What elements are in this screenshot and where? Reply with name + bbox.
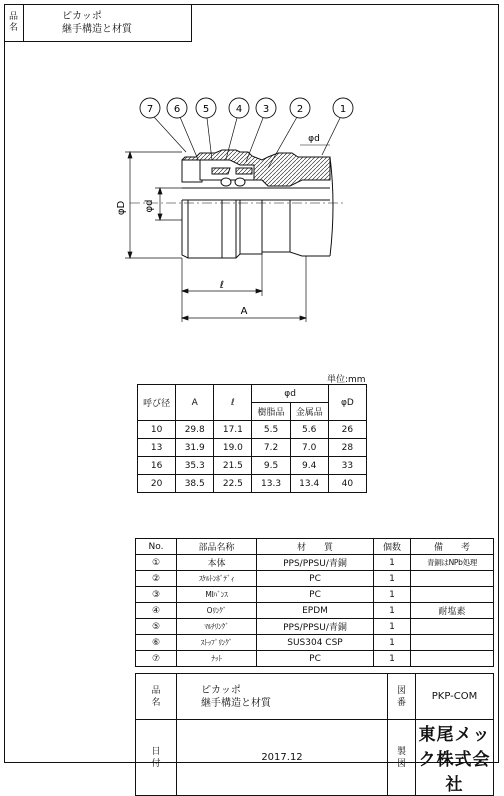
name-line1: ピカッポ [201,684,241,696]
cell: PPS/PPSU/青銅 [257,619,374,635]
cell: ｽｹﾙﾄﾝﾎﾞﾃﾞｨ [177,571,257,587]
cell: 22.5 [214,475,252,493]
cell: 17.1 [214,421,252,439]
unit-label: 単位:mm [327,375,366,385]
cell: 13.4 [290,475,328,493]
callout-7: 7 [146,104,154,115]
cell: ﾏﾙﾁﾘﾝｸﾞ [177,619,257,635]
section-drawing [0,0,504,370]
label-l: ℓ [219,280,225,291]
callout-4: 4 [235,104,243,115]
header-line1: ピカッポ [62,11,102,22]
cell: PPS/PPSU/青銅 [257,555,374,571]
th-qty: 個数 [374,539,411,555]
date-label: 日 付 [151,746,161,769]
cell: 40 [328,475,366,493]
cell: 1 [374,651,411,667]
cell: 1 [374,571,411,587]
cell: 38.5 [176,475,214,493]
cell: PC [257,571,374,587]
table-row [136,571,494,587]
th-name: 部品名称 [177,539,257,555]
cell: 35.3 [176,457,214,475]
callout-2: 2 [296,104,304,115]
cell [411,651,494,667]
cell: SUS304 CSP [257,635,374,651]
cell: 5.6 [290,421,328,439]
cell: 9.4 [290,457,328,475]
table-row [136,603,494,619]
cell: 本体 [177,555,257,571]
callout-3: 3 [262,104,270,115]
cell: ⑦ [136,651,177,667]
cell [411,587,494,603]
cell: Oﾘﾝｸﾞ [177,603,257,619]
callout-5: 5 [202,104,210,115]
cell: ① [136,555,177,571]
name-value [177,674,388,720]
cell: ④ [136,603,177,619]
label-phid: φd [144,199,155,213]
th-material: 材 質 [257,539,374,555]
cell: 33 [328,457,366,475]
fig-label: 図 番 [396,685,406,708]
fig-number: PKP-COM [416,674,494,720]
cell: ⑤ [136,619,177,635]
cell: ⑥ [136,635,177,651]
cell: 1 [374,635,411,651]
cell: 1 [374,603,411,619]
name-label: 品 名 [151,685,161,708]
maker-label: 製 図 [396,746,406,769]
title-block [135,673,494,796]
cell: 10 [138,421,176,439]
date-value: 2017.12 [177,720,388,796]
callout-1: 1 [339,104,347,115]
table-row [136,635,494,651]
cell [411,635,494,651]
company-logo: 東尾メック株式会社 [416,720,494,796]
table-row [138,475,367,493]
th-metal: 金属品 [290,403,328,421]
cell: 1 [374,619,411,635]
cell: 21.5 [214,457,252,475]
label-top-phid: φd [308,134,320,144]
table-row [136,651,494,667]
cell: 26 [328,421,366,439]
th-no: No. [136,539,177,555]
label-phiD: φD [116,200,127,216]
table-row [138,457,367,475]
cell: ② [136,571,177,587]
cell: 16 [138,457,176,475]
table-row [136,619,494,635]
table-row [138,439,367,457]
th-l: ℓ [214,385,252,421]
cell [411,619,494,635]
cell: 31.9 [176,439,214,457]
cell: 7.0 [290,439,328,457]
th-phiD: φD [328,385,366,421]
cell: 7.2 [252,439,290,457]
dimension-table [137,384,367,493]
table-row [136,555,494,571]
th-A: A [176,385,214,421]
th-phid: φd [252,385,328,403]
cell: ｽﾄｯﾌﾟﾘﾝｸﾞ [177,635,257,651]
cell: MIﾊﾞﾝｽ [177,587,257,603]
cell: PC [257,651,374,667]
cell: 13 [138,439,176,457]
cell: EPDM [257,603,374,619]
th-note: 備 考 [411,539,494,555]
cell: 9.5 [252,457,290,475]
cell: 13.3 [252,475,290,493]
cell: 29.8 [176,421,214,439]
label-A: A [240,306,248,317]
cell: 28 [328,439,366,457]
header-line2: 継手構造と材質 [62,24,132,35]
name-line2: 継手構造と材質 [201,697,271,709]
cell: 1 [374,587,411,603]
callout-6: 6 [173,104,181,115]
th-resin: 樹脂品 [252,403,290,421]
dim-phid [155,188,182,220]
header-label-char: 品 [8,12,18,22]
cell: 20 [138,475,176,493]
table-row [136,587,494,603]
cell: ③ [136,587,177,603]
cell: PC [257,587,374,603]
cell: 1 [374,555,411,571]
header-label-char: 名 [8,23,18,33]
callouts [140,98,353,118]
cell: 5.5 [252,421,290,439]
parts-table [135,538,494,667]
th-size: 呼び径 [138,385,176,421]
cell: 19.0 [214,439,252,457]
cell: 耐塩素 [411,603,494,619]
table-row [138,421,367,439]
cell [411,571,494,587]
cell: ﾅｯﾄ [177,651,257,667]
fitting-body [182,150,330,186]
cell: 青銅はNPb処理 [411,555,494,571]
